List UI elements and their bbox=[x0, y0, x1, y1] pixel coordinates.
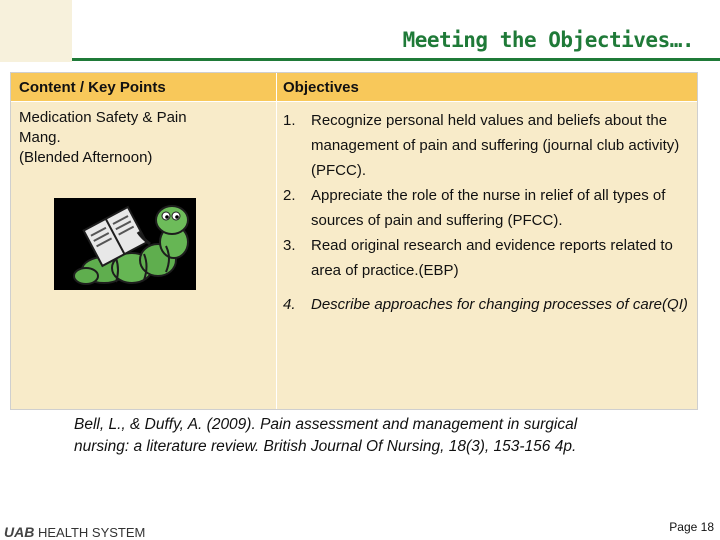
uab-health-system-logo bbox=[4, 524, 145, 540]
reference-citation: Bell, L., & Duffy, A. (2009). Pain assessment and management in surgical nursing: a literature review. British Journal Of Nursing, 18(3), 153-156 4p. bbox=[74, 416, 578, 455]
left-accent-panel bbox=[0, 0, 72, 62]
header-content-key-points: Content / Key Points bbox=[19, 79, 166, 96]
bookworm-clipart bbox=[54, 198, 196, 290]
title-underline bbox=[72, 58, 720, 61]
objective-item bbox=[283, 183, 693, 233]
logo-health-system-text: HEALTH SYSTEM bbox=[37, 525, 146, 540]
row-divider bbox=[11, 101, 697, 102]
objective-item bbox=[283, 233, 693, 283]
content-key-points-cell bbox=[19, 108, 269, 168]
content-line: Mang. bbox=[19, 129, 61, 146]
objective-text: Recognize personal held values and beliefs about the management of pain and suffering (journal club activity)(PFCC). bbox=[311, 112, 680, 179]
objective-text: Read original research and evidence reports related to area of practice.(EBP) bbox=[311, 237, 673, 279]
column-divider bbox=[276, 73, 277, 409]
objectives-list bbox=[283, 108, 693, 317]
slide-title: Meeting the Objectives…. bbox=[402, 28, 694, 52]
objective-number: 3. bbox=[283, 237, 296, 254]
content-line: (Blended Afternoon) bbox=[19, 149, 153, 166]
objective-number: 2. bbox=[283, 187, 296, 204]
table-header-row bbox=[11, 73, 697, 102]
objective-text: Appreciate the role of the nurse in relief of all types of sources of pain and suffering (PFCC). bbox=[311, 187, 666, 229]
objective-item bbox=[283, 292, 693, 317]
content-line: Medication Safety & Pain bbox=[19, 109, 187, 126]
objective-item bbox=[283, 108, 693, 183]
objective-number: 1. bbox=[283, 112, 296, 129]
bookworm-illustration-icon bbox=[54, 198, 196, 290]
objective-text: Describe approaches for changing processes of care(QI) bbox=[311, 296, 688, 313]
logo-uab-text: UAB bbox=[4, 524, 35, 540]
header-objectives: Objectives bbox=[283, 79, 359, 96]
page-number: Page 18 bbox=[669, 520, 714, 534]
title-area bbox=[72, 0, 700, 60]
objective-number: 4. bbox=[283, 296, 296, 313]
